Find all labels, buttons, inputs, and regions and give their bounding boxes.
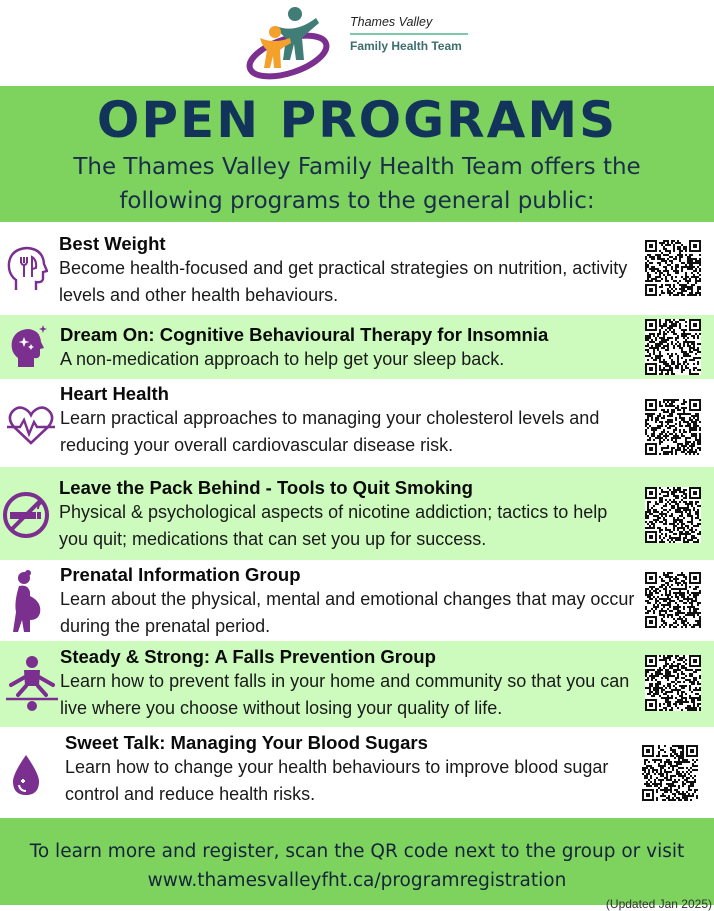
qr-code-dream-on[interactable] [645, 319, 701, 375]
program-row-best-weight [0, 222, 714, 315]
logo-header [0, 0, 714, 86]
balance-figure-icon [6, 655, 58, 713]
program-title: Leave the Pack Behind - Tools to Quit Smoking [59, 477, 473, 498]
program-title: Prenatal Information Group [60, 564, 301, 585]
program-row-heart-health [0, 379, 714, 467]
qr-code-leave-the-pack-behind[interactable] [645, 487, 701, 543]
logo-divider [350, 33, 468, 35]
program-description: Learn about the physical, mental and emotional changes that may occur during the prenatal period. [60, 589, 635, 636]
family-health-team-logo-icon [246, 4, 332, 80]
page-title: OPEN PROGRAMS [96, 91, 618, 149]
title-band [0, 86, 714, 222]
program-row-leave-the-pack-behind [0, 467, 714, 560]
program-description: A non-medication approach to help get your sleep back. [60, 349, 505, 369]
pregnant-woman-icon [10, 568, 44, 634]
program-description: Learn how to change your health behaviours to improve blood sugar control and reduce health risks. [65, 757, 609, 804]
program-description: Become health-focused and get practical strategies on nutrition, activity levels and other health behaviours. [59, 258, 628, 305]
logo-text-line1: Thames Valley [350, 15, 433, 29]
qr-code-best-weight[interactable] [645, 240, 701, 296]
qr-code-heart-health[interactable] [645, 399, 701, 455]
registration-link[interactable]: www.thamesvalleyfht.ca/programregistration [147, 870, 567, 891]
program-row-dream-on [0, 315, 714, 379]
heart-pulse-icon [6, 405, 56, 445]
qr-code-sweet-talk[interactable] [642, 745, 698, 801]
program-title: Dream On: Cognitive Behavioural Therapy for Insomnia [60, 324, 549, 345]
page-subtitle: The Thames Valley Family Health Team offers the following programs to the general public: [73, 154, 641, 214]
no-smoking-icon [2, 491, 50, 539]
program-row-sweet-talk [0, 727, 714, 818]
head-stars-icon [10, 323, 50, 369]
program-description: Physical & psychological aspects of nicotine addiction; tactics to help you quit; medications that can set you up for success. [59, 502, 608, 549]
program-title: Steady & Strong: A Falls Prevention Group [60, 646, 436, 667]
qr-code-steady-and-strong[interactable] [645, 655, 701, 711]
qr-code-prenatal-information-group[interactable] [645, 572, 701, 628]
program-title: Sweet Talk: Managing Your Blood Sugars [65, 732, 428, 753]
footer-band [0, 818, 714, 911]
program-title: Heart Health [60, 383, 169, 404]
program-row-prenatal-information-group [0, 560, 714, 641]
blood-drop-icon [10, 753, 42, 797]
logo-text-line2: Family Health Team [350, 39, 462, 53]
updated-note: (Updated Jan 2025) [605, 897, 712, 911]
program-title: Best Weight [59, 233, 166, 254]
program-description: Learn practical approaches to managing your cholesterol levels and reducing your overall cardiovascular disease risk. [60, 408, 600, 455]
footer-instructions: To learn more and register, scan the QR code next to the group or visit [29, 841, 685, 862]
head-fork-knife-icon [6, 246, 48, 292]
program-description: Learn how to prevent falls in your home and community so that you can live where you choose without losing your quality of life. [60, 671, 630, 718]
program-row-steady-and-strong [0, 641, 714, 727]
